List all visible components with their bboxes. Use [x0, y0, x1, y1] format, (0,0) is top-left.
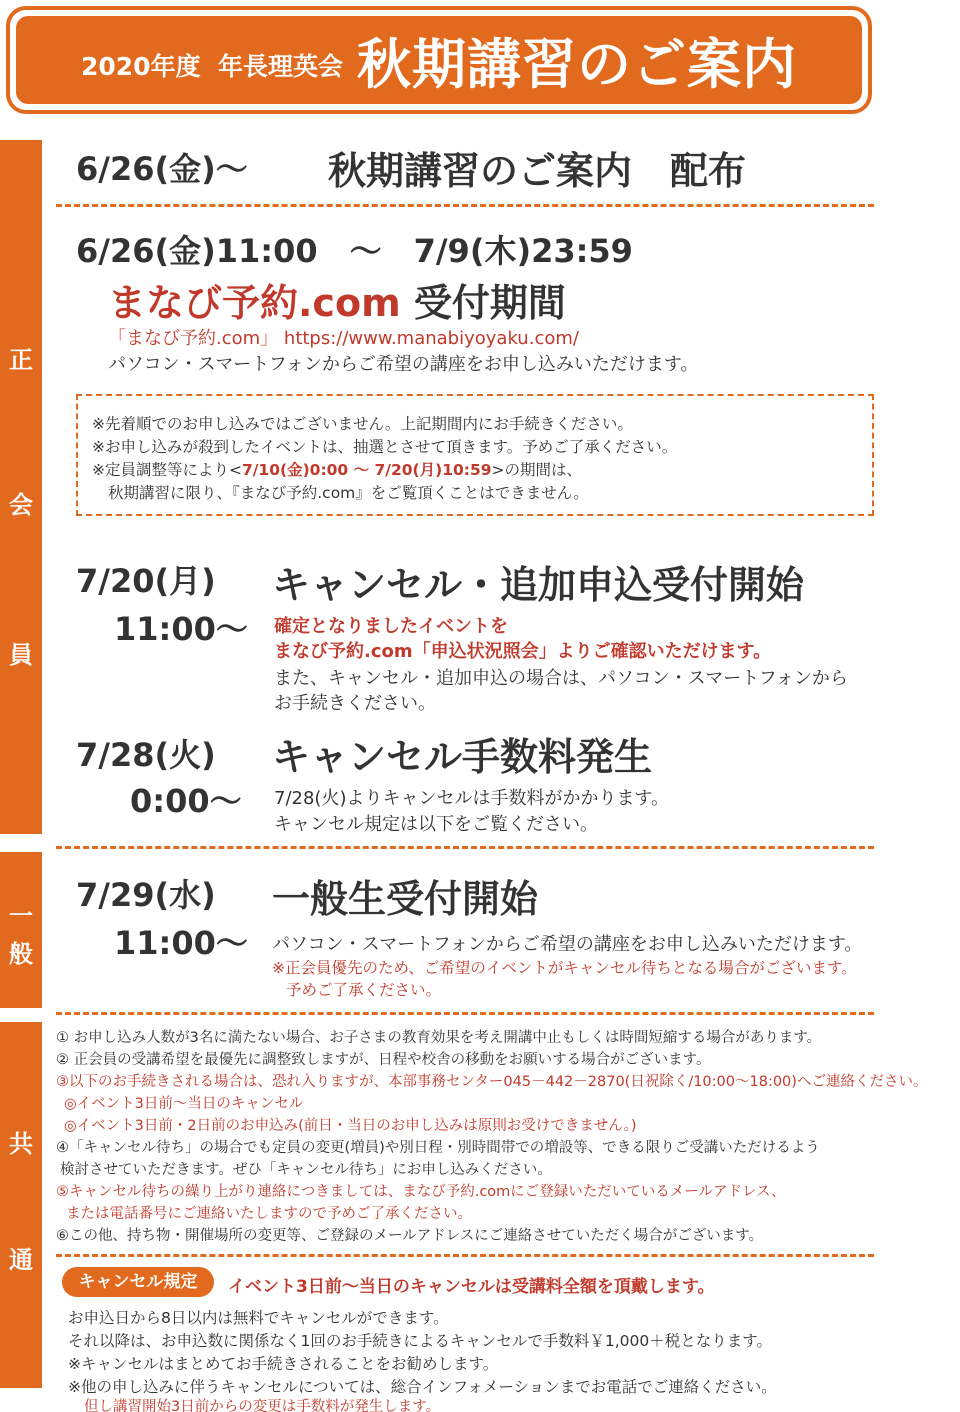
note-line-3-period: 7/10(金)0:00 ～ 7/20(月)10:59 — [241, 461, 492, 479]
step2-link-line — [108, 324, 579, 350]
divider — [56, 204, 874, 207]
step1-date: 6/26(金)～ — [76, 150, 248, 188]
step3-red-1: 確定となりましたイベントを — [274, 616, 508, 637]
note-line-3-pre: ※定員調整等により< — [92, 461, 242, 479]
cancel-line-3: ※キャンセルはまとめてお手続きされることをお勧めします。 — [68, 1355, 499, 1373]
step4-desc-2: キャンセル規定は以下をご覧ください。 — [274, 814, 598, 835]
step5-date: 7/29(水) — [76, 876, 216, 914]
sidebar-common-char-1: 共 — [9, 1130, 33, 1158]
step3-time: 11:00～ — [114, 610, 248, 648]
step3-date: 7/20(月) — [76, 562, 216, 600]
common-item-6: ⑥この他、持ち物・開催場所の変更等、ご登録のメールアドレスにご連絡させていただく場合がございます。 — [56, 1228, 764, 1244]
step2-desc: パソコン・スマートフォンからご希望の講座をお申し込みいただけます。 — [108, 354, 699, 375]
common-item-5a: ⑤キャンセル待ちの繰り上がり連絡につきましては、まなび予約.comにご登録いただいているメールアドレス、 — [56, 1184, 786, 1200]
divider — [56, 846, 874, 849]
sidebar-general — [0, 852, 42, 1008]
note-line-2: ※お申し込みが殺到したイベントは、抽選とさせて頂きます。予めご了承ください。 — [92, 438, 678, 456]
title-banner-fill — [16, 16, 862, 104]
cancel-line-2: それ以降は、お申込数に関係なく1回のお手続きによるキャンセルで手数料￥1,000＋税となります。 — [68, 1332, 772, 1350]
note-line-3-post: >の期間は、 — [491, 461, 583, 479]
sidebar-member-char-1: 正 — [9, 346, 33, 374]
step3-desc-2: お手続きください。 — [274, 693, 436, 714]
step3-desc-1: また、キャンセル・追加申込の場合は、パソコン・スマートフォンから — [274, 668, 848, 689]
sidebar-general-char-2: 般 — [9, 940, 33, 968]
step2-link-label: 「まなび予約.com」 — [108, 328, 279, 349]
step4-time: 0:00～ — [130, 782, 242, 820]
common-item-3b: ◎イベント3日前・2日前のお申込み(前日・当日のお申し込みは原則お受けできません。) — [64, 1118, 637, 1134]
step2-title — [108, 272, 566, 327]
step4-title: キャンセル手数料発生 — [272, 735, 653, 779]
cancel-line-4: ※他の申し込みに伴うキャンセルについては、総合インフォメーションまでお電話でご連絡ください。 — [68, 1378, 777, 1396]
step4-date: 7/28(火) — [76, 736, 216, 774]
sidebar-general-char-1: 一 — [9, 902, 33, 930]
sidebar-common — [0, 1022, 42, 1388]
step4-desc-1: 7/28(火)よりキャンセルは手数料がかかります。 — [274, 788, 670, 809]
step5-title: 一般生受付開始 — [272, 877, 539, 921]
common-item-5b: または電話番号にご連絡いたしますので予めご了承ください。 — [66, 1206, 472, 1222]
common-item-4a: ④「キャンセル待ち」の場合でも定員の変更(増員)や別日程・別時間帯での増設等、できる限りご受講いただけるよう — [56, 1140, 820, 1156]
banner-subtitle: 2020年度 年長理英会 — [81, 52, 343, 81]
common-item-4b: 検討させていただきます。ぜひ「キャンセル待ち」にお申し込みください。 — [60, 1162, 552, 1178]
step5-time: 11:00～ — [114, 924, 248, 962]
cancel-policy-headline: イベント3日前～当日のキャンセルは受講料全額を頂戴します。 — [228, 1277, 715, 1297]
step5-red-1: ※正会員優先のため、ご希望のイベントがキャンセル待ちとなる場合がございます。 — [272, 959, 857, 977]
step2-title-red: まなび予約.com — [108, 281, 401, 325]
cancel-line-1: お申込日から8日以内は無料でキャンセルができます。 — [68, 1309, 449, 1327]
step2-link-url[interactable]: https://www.manabiyoyaku.com/ — [283, 328, 579, 349]
sidebar-member-char-2: 会 — [9, 491, 33, 519]
divider — [56, 1254, 874, 1257]
sidebar-member — [0, 140, 42, 834]
common-item-3: ③以下のお手続きされる場合は、恐れ入りますが、本部事務センター045－442－2870(日祝除く/10:00～18:00)へご連絡ください。 — [56, 1074, 928, 1090]
cancel-policy-badge: キャンセル規定 — [62, 1267, 214, 1297]
step3-title: キャンセル・追加申込受付開始 — [272, 563, 805, 607]
step5-desc: パソコン・スマートフォンからご希望の講座をお申し込みいただけます。 — [272, 934, 863, 955]
divider — [56, 1012, 874, 1015]
note-line-3 — [92, 458, 582, 480]
common-item-3a: ◎イベント3日前～当日のキャンセル — [64, 1096, 304, 1112]
common-item-2: ② 正会員の受講希望を最優先に調整致しますが、日程や校舎の移動をお願いする場合がございます。 — [56, 1052, 711, 1068]
step2-title-rest: 受付期間 — [413, 281, 566, 325]
step2-date: 6/26(金)11:00 ～ 7/9(木)23:59 — [76, 232, 633, 270]
sidebar-member-char-3: 員 — [9, 641, 33, 669]
step1-title: 秋期講習のご案内 配布 — [328, 149, 747, 193]
sidebar-common-char-2: 通 — [9, 1246, 33, 1274]
common-item-1: ① お申し込み人数が3名に満たない場合、お子さまの教育効果を考え開講中止もしくは時間短縮する場合があります。 — [56, 1030, 822, 1046]
banner-title: 秋期講習のご案内 — [357, 32, 797, 96]
step5-red-2: 予めご了承ください。 — [286, 981, 442, 999]
note-line-4: 秋期講習に限り、『まなび予約.com』をご覧頂くことはできません。 — [108, 484, 589, 502]
step3-red-2: まなび予約.com「申込状況照会」よりご確認いただけます。 — [274, 641, 772, 662]
cancel-line-5: 但し講習開始3日前からの変更は手数料が発生します。 — [84, 1399, 441, 1412]
title-banner — [6, 6, 872, 114]
note-line-1: ※先着順でのお申し込みではございません。上記期間内にお手続きください。 — [92, 415, 633, 433]
